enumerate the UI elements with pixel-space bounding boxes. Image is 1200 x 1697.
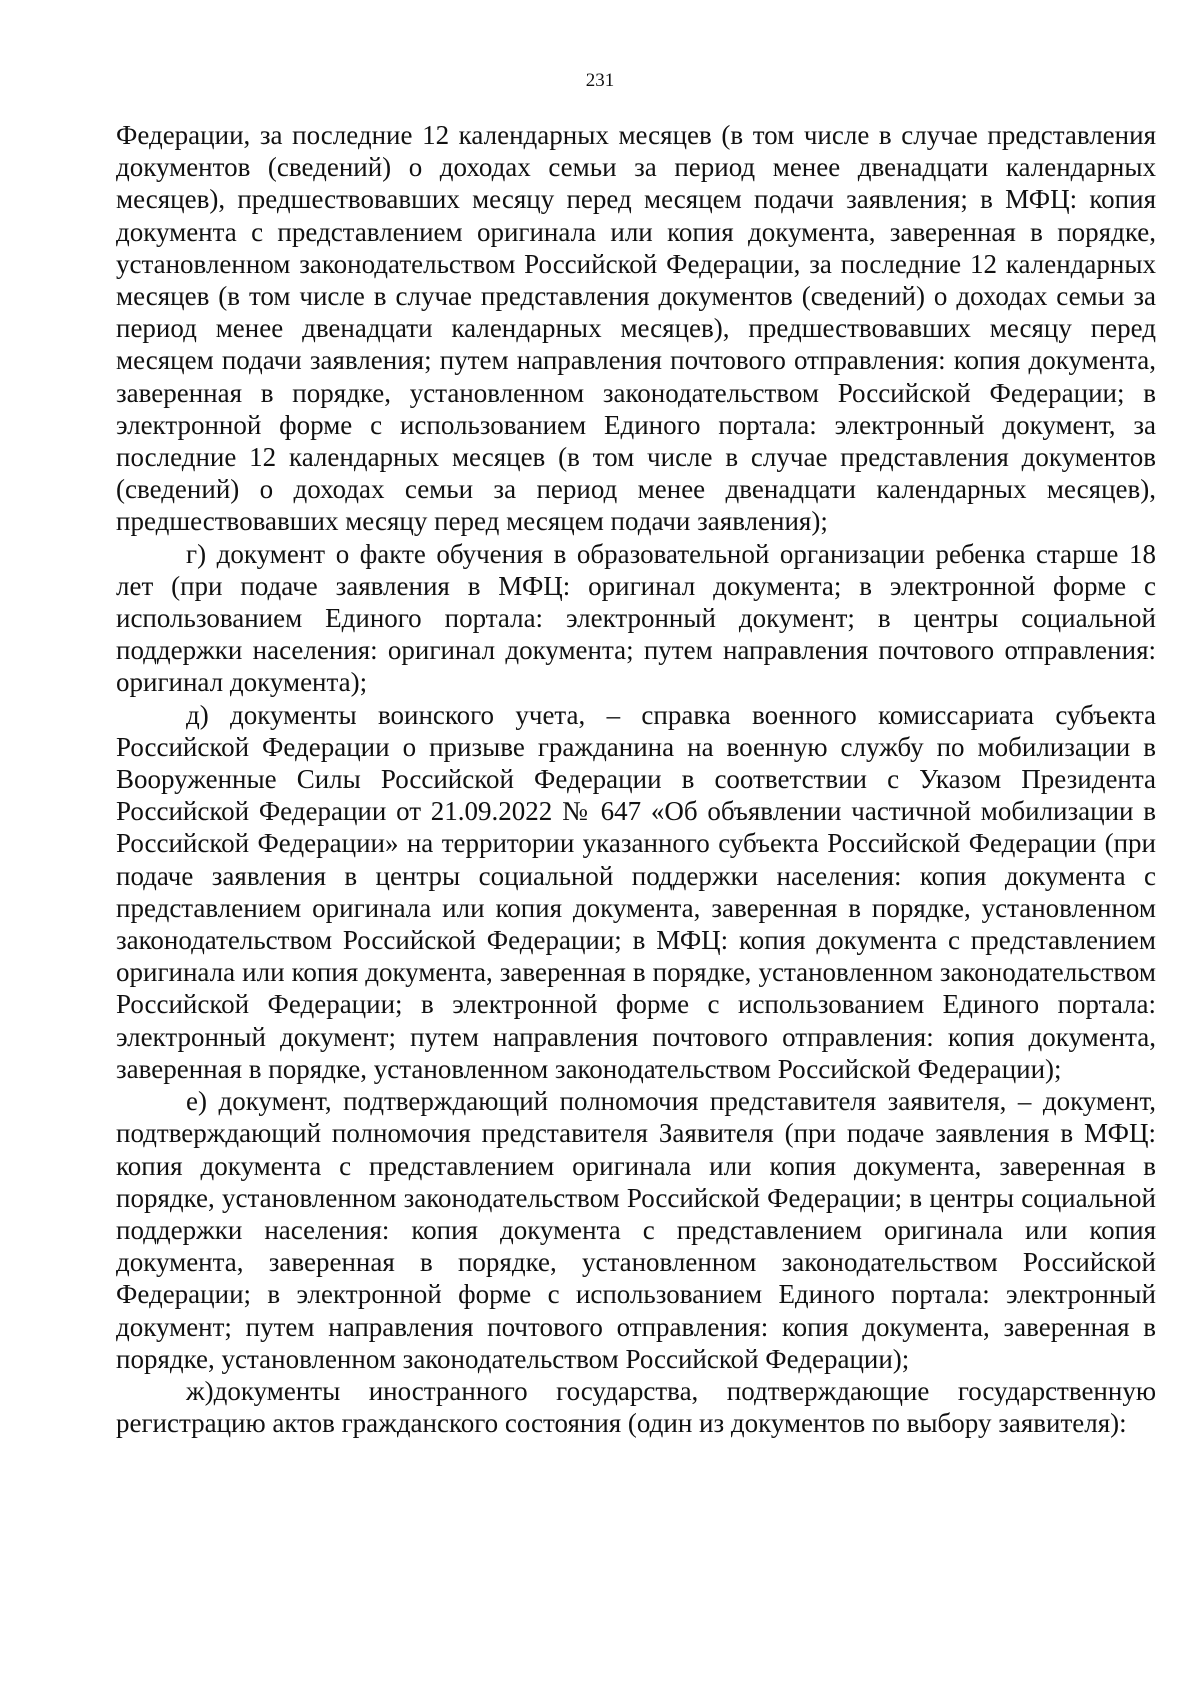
paragraph-item-g: г) документ о факте обучения в образовательной организации ребенка старше 18 лет (при подаче заявления в МФЦ: оригинал документа; в электронной форме с использованием Единого портала: электронный документ; в центры социальной поддержки населения: оригинал документа; путем направления почтового отправления: оригинал документа);	[116, 538, 1156, 698]
page-number: 231	[585, 70, 615, 91]
paragraph-item-e: е) документ, подтверждающий полномочия представителя заявителя, – документ, подтверждающий полномочия представителя Заявителя (при подаче заявления в МФЦ: копия документа с представлением оригинала или копия документа, заверенная в порядке, установленном законодательством Российской Федерации; в центры социальной поддержки населения: копия документа с представлением оригинала или копия документа, заверенная в порядке, установленном законодательством Российской Федерации; в электронной форме с использованием Единого портала: электронный документ; путем направления почтового отправления: копия документа, заверенная в порядке, установленном законодательством Российской Федерации);	[116, 1086, 1156, 1374]
document-body	[116, 119, 1156, 1439]
paragraph-continuation: Федерации, за последние 12 календарных месяцев (в том числе в случае представления документов (сведений) о доходах семьи за период менее двенадцати календарных месяцев), предшествовавших месяцу перед месяцем подачи заявления; в МФЦ: копия документа с представлением оригинала или копия документа, заверенная в порядке, установленном законодательством Российской Федерации, за последние 12 календарных месяцев (в том числе в случае представления документов (сведений) о доходах семьи за период менее двенадцати календарных месяцев), предшествовавших месяцу перед месяцем подачи заявления; путем направления почтового отправления: копия документа, заверенная в порядке, установленном законодательством Российской Федерации; в электронной форме с использованием Единого портала: электронный документ, за последние 12 календарных месяцев (в том числе в случае представления документов (сведений) о доходах семьи за период менее двенадцати календарных месяцев), предшествовавших месяцу перед месяцем подачи заявления);	[116, 120, 1156, 537]
paragraph-item-d: д) документы воинского учета, – справка военного комиссариата субъекта Российской Федерации о призыве гражданина на военную службу по мобилизации в Вооруженные Силы Российской Федерации в соответствии с Указом Президента Российской Федерации от 21.09.2022 № 647 «Об объявлении частичной мобилизации в Российской Федерации» на территории указанного субъекта Российской Федерации (при подаче заявления в центры социальной поддержки населения: копия документа с представлением оригинала или копия документа, заверенная в порядке, установленном законодательством Российской Федерации; в МФЦ: копия документа с представлением оригинала или копия документа, заверенная в порядке, установленном законодательством Российской Федерации; в электронной форме с использованием Единого портала: электронный документ; путем направления почтового отправления: копия документа, заверенная в порядке, установленном законодательством Российской Федерации);	[116, 699, 1156, 1084]
paragraph-item-zh: ж)документы иностранного государства, подтверждающие государственную регистрацию актов гражданского состояния (один из документов по выбору заявителя):	[116, 1375, 1156, 1439]
